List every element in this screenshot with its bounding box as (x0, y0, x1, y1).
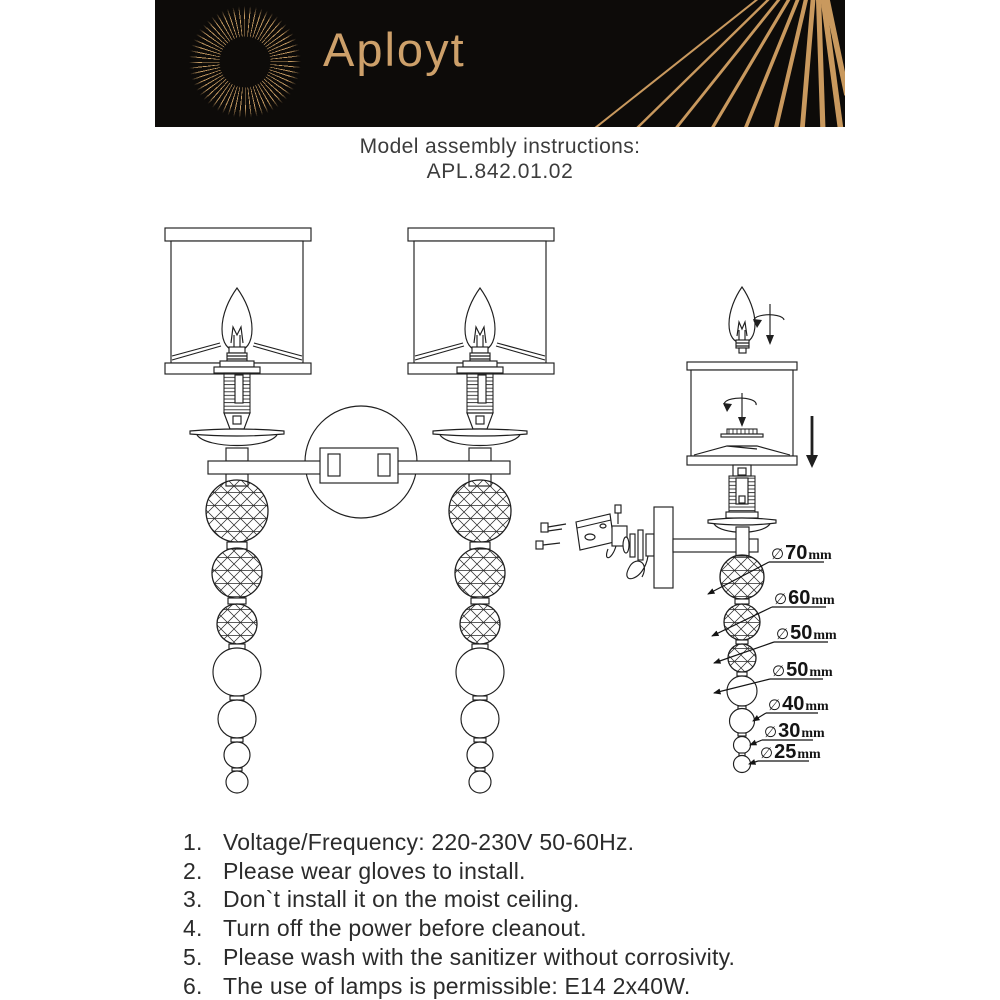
dimension-label: ∅50mm (776, 622, 837, 644)
dimension-label: ∅25mm (760, 741, 821, 763)
instruction-list (183, 828, 883, 1000)
dimension-label: ∅70mm (771, 542, 832, 564)
side-view (536, 287, 837, 773)
list-item-text: Voltage/Frequency: 220-230V 50-60Hz. (223, 829, 635, 855)
list-item-text: Please wear gloves to install. (223, 857, 526, 884)
starburst-icon (186, 3, 304, 121)
list-item-text: Don`t install it on the moist ceiling. (223, 886, 580, 913)
list-item-number: 4. (183, 915, 203, 942)
list-item-text: The use of lamps is permissible: E14 2x40W. (223, 972, 691, 999)
right-lamp-arm (408, 228, 554, 793)
dimension-label: ∅50mm (772, 659, 833, 681)
assembly-diagram (0, 200, 1000, 840)
list-item (183, 914, 883, 943)
list-item (183, 885, 883, 914)
dimension-label: ∅40mm (768, 693, 829, 715)
front-view (165, 228, 554, 793)
list-item (183, 828, 883, 857)
model-number: APL.842.01.02 (426, 160, 574, 183)
rays-decoration-icon (545, 0, 845, 127)
list-item-number: 5. (183, 943, 203, 970)
page-title: Model assembly instructions: (359, 135, 641, 158)
list-item (183, 972, 883, 1000)
list-item-number: 1. (183, 829, 203, 855)
down-arrow-icon (806, 416, 818, 468)
wall-plate-side (654, 507, 673, 588)
brand-wordmark: Aployt (323, 23, 466, 76)
list-item-number: 3. (183, 886, 203, 913)
dimension-label: ∅60mm (774, 587, 835, 609)
left-lamp-arm (165, 228, 311, 793)
list-item-text: Turn off the power before cleanout. (223, 915, 587, 942)
dimension-label: ∅30mm (764, 720, 825, 742)
shade-side (687, 362, 797, 465)
wall-bracket (536, 505, 654, 579)
ball-stem-side (720, 555, 764, 773)
list-item-number: 2. (183, 857, 203, 884)
list-item (183, 943, 883, 972)
list-item (183, 857, 883, 886)
brand-banner (155, 0, 845, 127)
bulb-side (729, 287, 755, 353)
assembly-diagram-svg (0, 200, 1000, 840)
rotation-arrow-icon (753, 304, 784, 345)
title-block (0, 134, 1000, 184)
list-item-number: 6. (183, 972, 203, 999)
list-item-text: Please wash with the sanitizer without corrosivity. (223, 943, 736, 970)
